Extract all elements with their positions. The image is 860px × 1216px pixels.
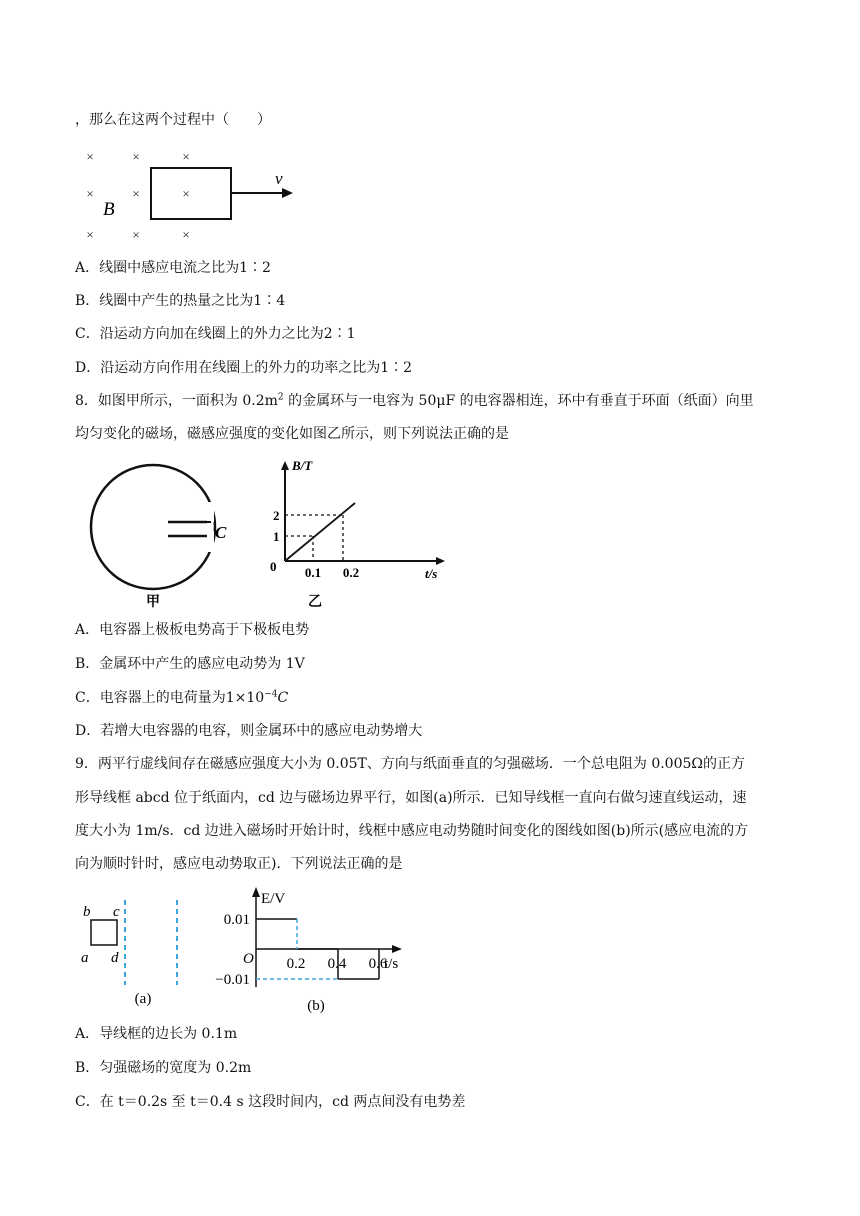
x-tick-0.2: 0.2 <box>342 565 360 580</box>
figure-a-caption: (a) <box>134 991 152 1007</box>
metal-ring <box>91 465 215 589</box>
capacitor-label: C <box>215 523 227 542</box>
q8-option-d: D．若增大电容器的电容，则金属环中的感应电动势增大 <box>75 723 423 739</box>
field-cross: × <box>86 149 94 164</box>
origin-label: 0 <box>270 559 277 574</box>
x-tick-label: 0.2 <box>286 956 306 972</box>
field-cross: × <box>182 186 190 201</box>
y-tick-1: 1 <box>273 529 280 544</box>
field-cross: × <box>86 186 94 201</box>
q8-figure-yi <box>265 455 455 610</box>
vertex-label-d: d <box>111 950 119 966</box>
field-cross: × <box>182 227 190 242</box>
q9-stem-line-3: 度大小为 1m/s．cd 边进入磁场时开始计时，线框中感应电动势随时间变化的图线如图(b)所示(感应电流的方 <box>75 823 749 839</box>
y-axis-label: E/V <box>261 891 286 907</box>
figure-jia-caption: 甲 <box>146 595 160 610</box>
q7-option-c: C．沿运动方向加在线圈上的外力之比为2∶1 <box>75 326 356 342</box>
q9-stem-line-2: 形导线框 abcd 位于纸面内，cd 边与磁场边界平行，如图(a)所示．已知导线框一直向右做匀速直线运动，速 <box>75 790 747 806</box>
q9-option-c: C．在 t＝0.2s 至 t＝0.4 s 这段时间内，cd 两点间没有电势差 <box>75 1094 466 1110</box>
q8-option-a: A．电容器上极板电势高于下极板电势 <box>75 622 310 638</box>
wire-frame <box>91 920 117 945</box>
field-cross: × <box>132 186 140 201</box>
velocity-arrowhead <box>282 188 293 198</box>
field-cross: × <box>86 227 94 242</box>
x-axis-label: t/s <box>425 566 438 581</box>
q9-stem-line-1: 9．两平行虚线间存在磁感应强度大小为 0.05T、方向与纸面垂直的匀强磁场．一个总电阻为 0.005Ω的正方 <box>75 756 746 772</box>
q8-figure-jia <box>85 460 245 610</box>
q9-figure-a <box>75 890 205 1010</box>
x-tick-0.1: 0.1 <box>304 565 322 580</box>
coil-rectangle <box>151 168 231 219</box>
q9-option-b: B．匀强磁场的宽度为 0.2m <box>75 1060 252 1076</box>
q8-stem-line-1: 8．如图甲所示，一面积为 $0.2m^2$ 的金属环与一电容为 50μF 的电容器相连，环中有垂直于环面（纸面）向里 <box>75 392 754 409</box>
q7-option-b: B．线圈中产生的热量之比为1∶4 <box>75 293 286 309</box>
q8-option-c: C．电容器上的电荷量为$1\times 10^{-4}C$ <box>75 689 289 706</box>
x-tick-label: 0.6 <box>368 956 388 972</box>
x-axis-label: t/s <box>384 956 399 972</box>
q7-option-a: A．线圈中感应电流之比为1∶2 <box>75 260 271 276</box>
q9-figure-b <box>210 882 410 1012</box>
q7-figure <box>75 140 325 250</box>
field-cross: × <box>132 227 140 242</box>
y-tick-2: 2 <box>273 508 280 523</box>
field-label: B <box>103 199 115 220</box>
vertex-label-b: b <box>83 904 91 920</box>
y-tick-label: 0.01 <box>223 912 250 928</box>
field-cross: × <box>132 149 140 164</box>
b-t-line <box>285 503 355 561</box>
q7-intro: ，那么在这两个过程中（ ） <box>75 112 271 128</box>
q8-stem-line-2: 均匀变化的磁场，磁感应强度的变化如图乙所示，则下列说法正确的是 <box>75 426 509 442</box>
x-tick-label: 0.4 <box>327 956 347 972</box>
figure-yi-caption: 乙 <box>308 595 322 610</box>
y-axis-label: B/T <box>292 458 313 473</box>
figure-b-caption: (b) <box>307 998 325 1014</box>
origin-label: O <box>243 951 254 967</box>
field-cross: × <box>182 149 190 164</box>
q9-stem-line-4: 向为顺时针时，感应电动势取正)．下列说法正确的是 <box>75 856 403 872</box>
velocity-label: v <box>275 169 283 188</box>
q7-option-d: D．沿运动方向作用在线圈上的外力的功率之比为1∶2 <box>75 360 413 376</box>
y-tick-label: −0.01 <box>215 972 250 988</box>
q9-option-a: A．导线框的边长为 0.1m <box>75 1026 238 1042</box>
q8-option-b: B．金属环中产生的感应电动势为 1V <box>75 656 305 672</box>
vertex-label-a: a <box>81 950 89 966</box>
vertex-label-c: c <box>113 904 120 920</box>
